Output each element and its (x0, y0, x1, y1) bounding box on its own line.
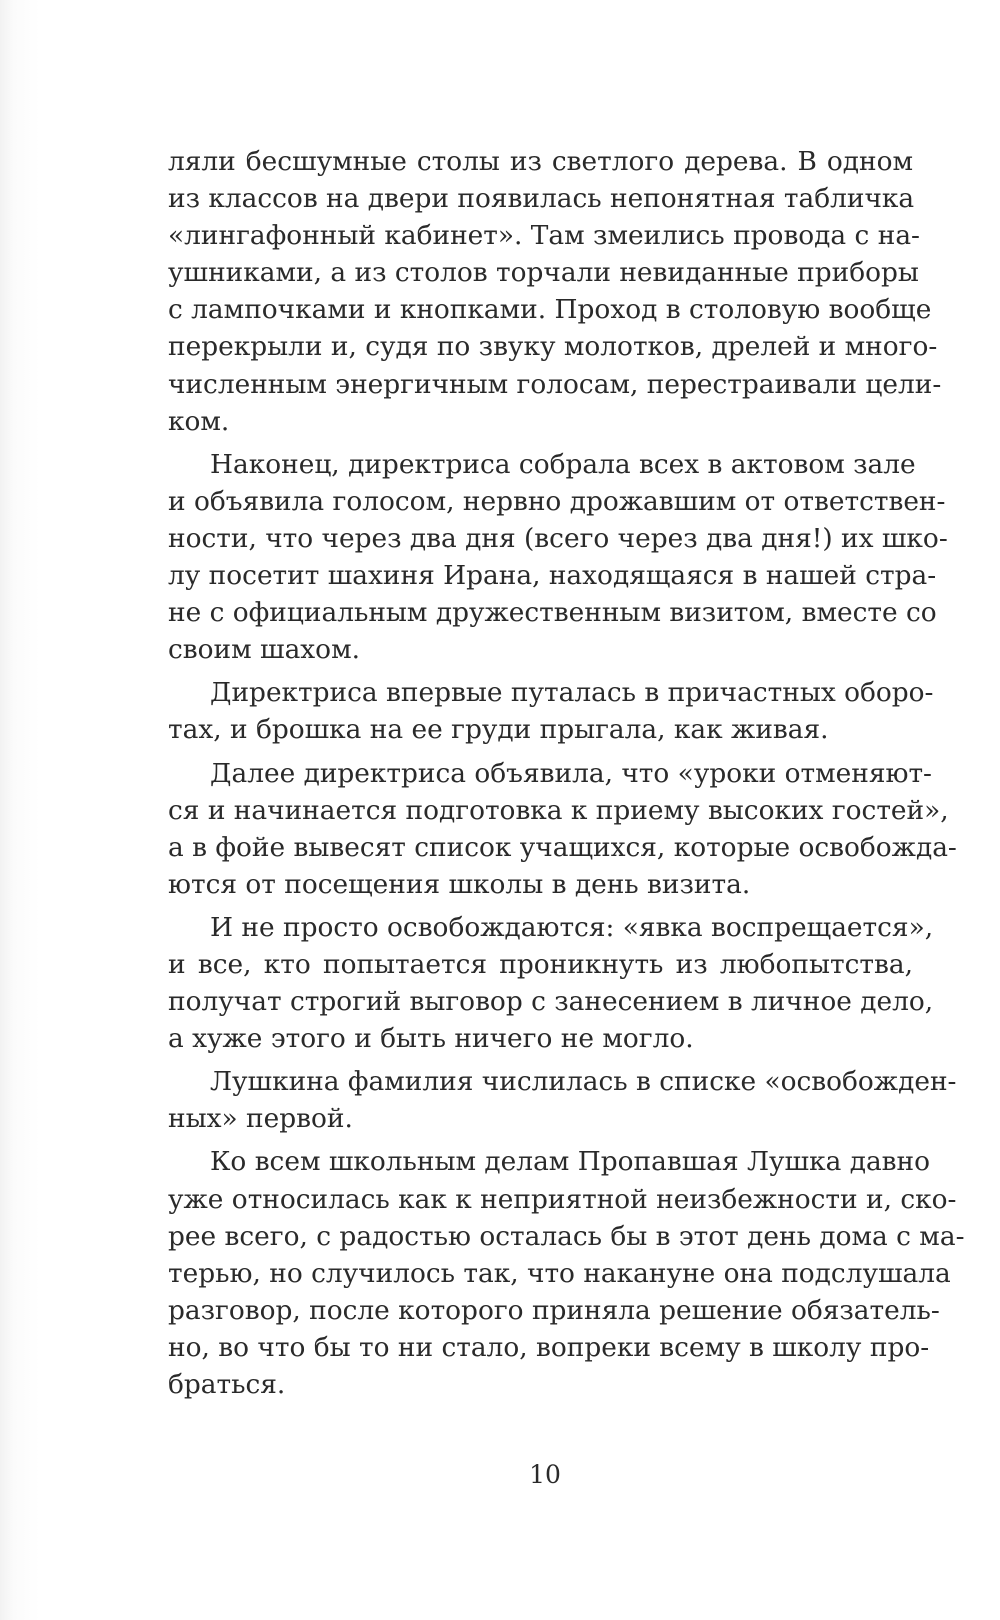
text-line: Лушкина фамилия числилась в списке «освобожден- (210, 1066, 957, 1098)
page-number: 10 (529, 1460, 561, 1489)
text-line: уже относилась как к неприятной неизбежности и, ско- (168, 1183, 957, 1215)
text-line: не с официальным дружественным визитом, вместе со (168, 597, 937, 629)
paragraph-1 (168, 143, 942, 440)
text-line: ности, что через два дня (всего через два дня!) их шко- (168, 522, 948, 554)
text-line: из классов на двери появилась непонятная табличка (168, 183, 915, 215)
paragraph-2 (168, 446, 948, 669)
text-line: ляли бесшумные столы из светлого дерева. В одном (168, 146, 913, 177)
text-line: а в фойе вывесят список учащихся, которые освобожда- (168, 831, 957, 863)
paragraph-3 (168, 674, 934, 748)
text-line: лу посетит шахиня Ирана, находящаяся в нашей стра- (168, 560, 937, 592)
text-line: разговор, после которого приняла решение обязатель- (168, 1294, 940, 1326)
text-line: Далее директриса объявила, что «уроки отменяют- (210, 757, 932, 789)
text-line: Наконец, директриса собрала всех в актовом зале (210, 448, 916, 480)
text-line: терью, но случилось так, что накануне она подслушала (168, 1257, 951, 1289)
paragraph-6 (168, 1063, 957, 1137)
paragraph-7 (168, 1143, 965, 1403)
text-line: численным энергичным голосам, перестраивали цели- (168, 368, 942, 400)
paragraph-4 (168, 755, 957, 903)
text-line: Директриса впервые путалась в причастных оборо- (210, 677, 934, 709)
text-line: и все, кто попытается проникнуть из любопытства, (168, 948, 913, 980)
text-line: но, во что бы то ни стало, вопреки всему в школу про- (168, 1331, 930, 1363)
text-line: перекрыли и, судя по звуку молотков, дрелей и много- (168, 331, 938, 363)
text-line: и объявила голосом, нервно дрожавшим от ответствен- (168, 485, 946, 517)
text-line: с лампочками и кнопками. Проход в столовую вообще (168, 294, 932, 326)
text-line: тах, и брошка на ее груди прыгала, как живая. (168, 714, 829, 746)
paragraph-5 (168, 909, 934, 1057)
text-line: ся и начинается подготовка к приему высоких гостей», (168, 794, 949, 826)
text-line: рее всего, с радостью осталась бы в этот день дома с ма- (168, 1220, 965, 1252)
text-line: И не просто освобождаются: «явка воспрещается», (210, 911, 934, 943)
text-line: получат строгий выговор с занесением в личное дело, (168, 986, 934, 1018)
text-line: ных» первой. (168, 1103, 353, 1135)
text-line: ком. (168, 405, 230, 437)
text-line: браться. (168, 1369, 286, 1400)
text-line: ушниками, а из столов торчали невиданные приборы (168, 257, 919, 289)
text-line: «лингафонный кабинет». Там змеились провода с на- (168, 220, 920, 252)
text-line: Ко всем школьным делам Пропавшая Лушка давно (210, 1146, 931, 1178)
text-line: своим шахом. (168, 634, 360, 666)
body-text (168, 143, 965, 1409)
text-line: а хуже этого и быть ничего не могло. (168, 1023, 694, 1055)
text-line: ются от посещения школы в день визита. (168, 868, 751, 900)
